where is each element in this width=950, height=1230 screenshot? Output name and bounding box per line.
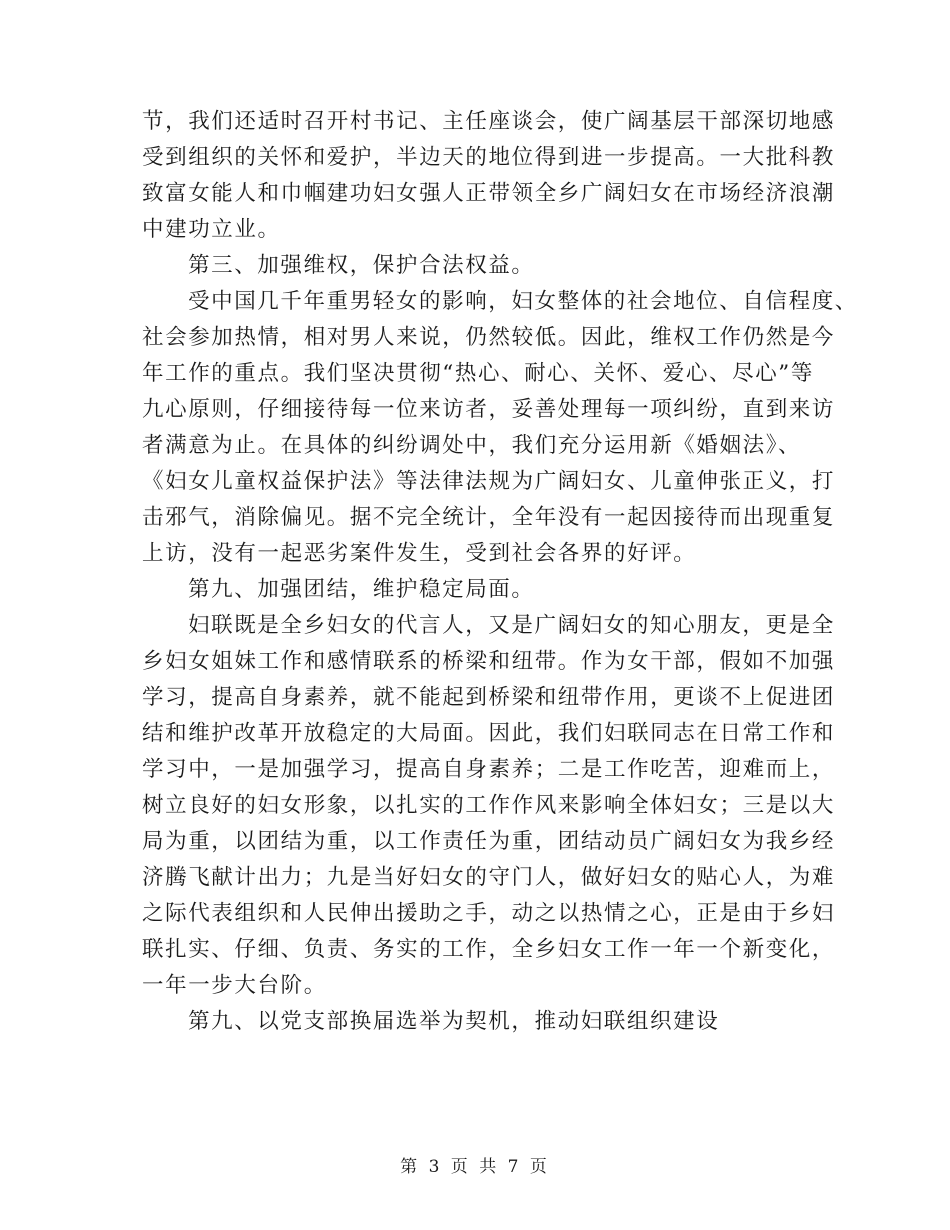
text-line: 第三、加强维权，保护合法权益。 [188, 253, 535, 278]
text-line: 妇联既是全乡妇女的代言人，又是广阔妇女的知心朋友，更是全 [188, 613, 835, 638]
text-line: 受到组织的关怀和爱护，半边天的地位得到进一步提高。一大批科教 [142, 145, 836, 170]
text-line: 致富女能人和巾帼建功妇女强人正带领全乡广阔妇女在市场经济浪潮 [142, 181, 836, 206]
text-line: 第九、以党支部换届选举为契机，推动妇联组织建设 [188, 1009, 720, 1034]
text-line: 中建功立业。 [142, 217, 281, 242]
text-line: 结和维护改革开放稳定的大局面。因此，我们妇联同志在日常工作和 [142, 721, 836, 746]
text-line: 第九、加强团结，维护稳定局面。 [188, 577, 535, 602]
text-line: 者满意为止。在具体的纠纷调处中，我们充分运用新《婚姻法》、 [142, 433, 802, 458]
text-line: 联扎实、仔细、负责、务实的工作，全乡妇女工作一年一个新变化， [142, 937, 836, 962]
text-line: 乡妇女姐妹工作和感情联系的桥梁和纽带。作为女干部，假如不加强 [142, 649, 836, 674]
text-line: 受中国几千年重男轻女的影响，妇女整体的社会地位、自信程度、 [188, 289, 858, 314]
text-line: 上访，没有一起恶劣案件发生，受到社会各界的好评。 [142, 541, 697, 566]
text-line: 济腾飞献计出力；九是当好妇女的守门人，做好妇女的贴心人，为难 [142, 865, 836, 890]
text-line: 《妇女儿童权益保护法》等法律法规为广阔妇女、儿童伸张正义，打 [142, 469, 836, 494]
text-line: 九心原则，仔细接待每一位来访者，妥善处理每一项纠纷，直到来访 [142, 397, 836, 422]
text-line: 节，我们还适时召开村书记、主任座谈会，使广阔基层干部深切地感 [142, 109, 836, 134]
text-line: 之际代表组织和人民伸出援助之手，动之以热情之心，正是由于乡妇 [142, 901, 836, 926]
document-body [142, 104, 858, 1040]
text-line: 社会参加热情，相对男人来说，仍然较低。因此，维权工作仍然是今 [142, 325, 836, 350]
text-line: 学习中，一是加强学习，提高自身素养；二是工作吃苦，迎难而上， [142, 757, 836, 782]
text-line: 局为重，以团结为重，以工作责任为重，团结动员广阔妇女为我乡经 [142, 829, 836, 854]
page-footer: 第 3 页 共 7 页 [400, 1157, 550, 1177]
text-line: 一年一步大台阶。 [142, 973, 327, 998]
text-line: 击邪气，消除偏见。据不完全统计，全年没有一起因接待而出现重复 [142, 505, 836, 530]
text-line: 年工作的重点。我们坚决贯彻“热心、耐心、关怀、爱心、尽心”等 [142, 361, 814, 386]
text-line: 树立良好的妇女形象，以扎实的工作作风来影响全体妇女；三是以大 [142, 793, 836, 818]
text-line: 学习，提高自身素养，就不能起到桥梁和纽带作用，更谈不上促进团 [142, 685, 836, 710]
